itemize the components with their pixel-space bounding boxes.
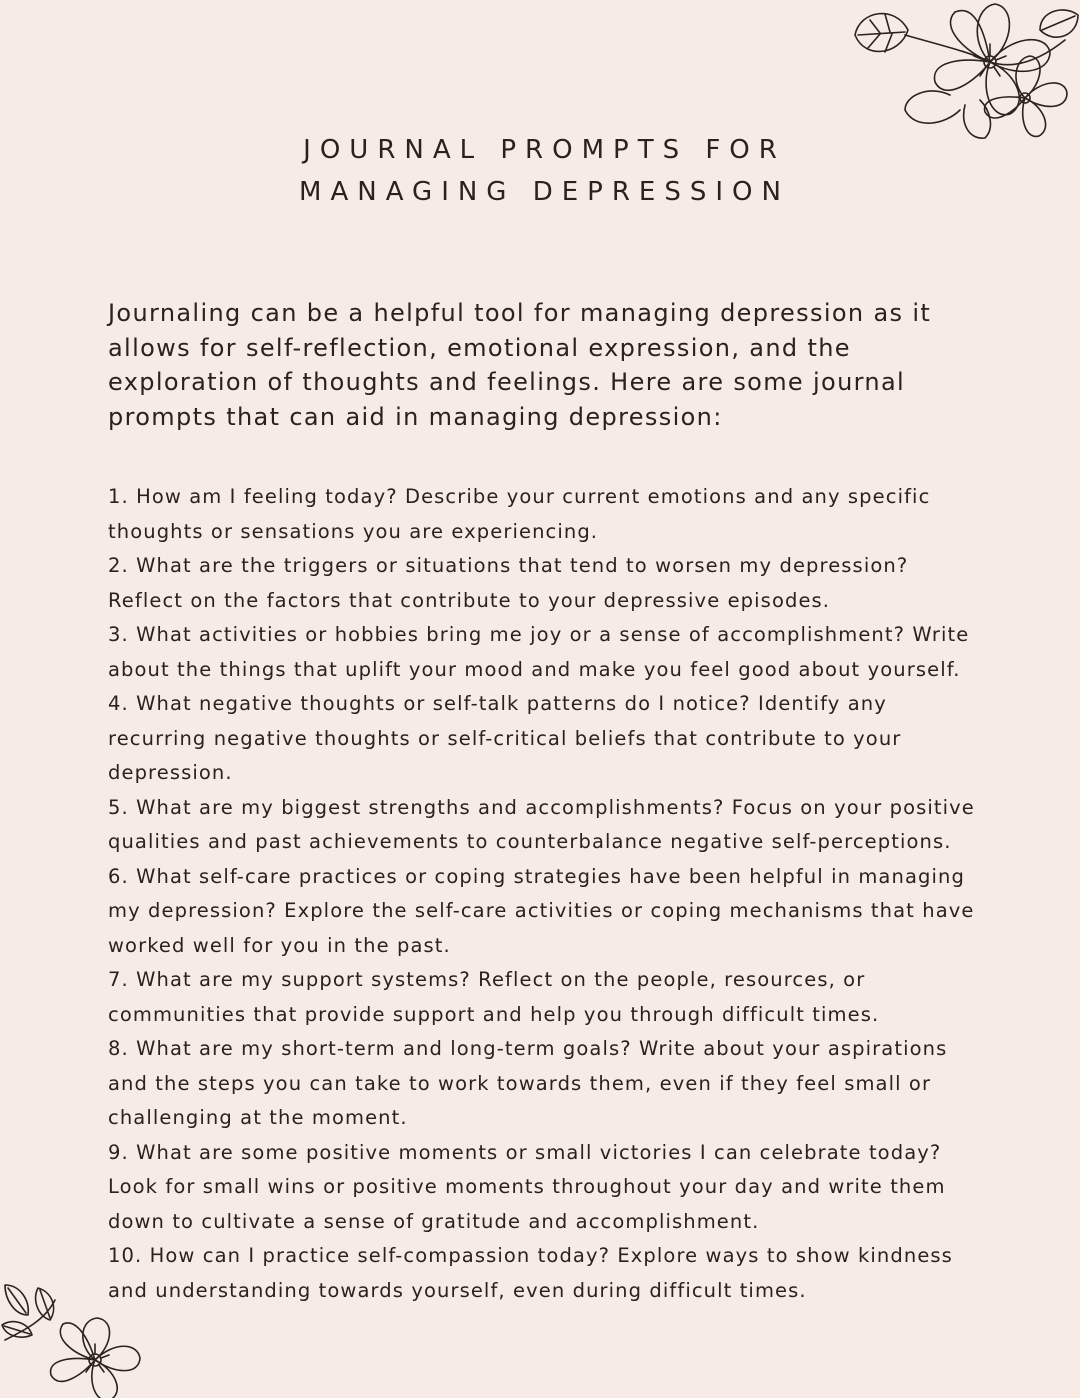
prompt-item-3: 3. What activities or hobbies bring me joy or a sense of accomplishment? Write about the things that uplift your mood and make you feel good about yourself. xyxy=(108,623,970,681)
prompt-item-4: 4. What negative thoughts or self-talk patterns do I notice? Identify any recurring negative thoughts or self-critical beliefs that contribute to your depression. xyxy=(108,692,902,784)
page-title-line-2: MANAGING DEPRESSION xyxy=(299,177,790,208)
prompt-item-9: 9. What are some positive moments or small victories I can celebrate today? Look for small wins or positive moments throughout your day and write them down to cultivate a sense of gratitude and accomplishment. xyxy=(108,1140,946,1233)
prompt-item-5: 5. What are my biggest strengths and accomplishments? Focus on your positive qualities and past achievements to counterbalance negative self-perceptions. xyxy=(108,795,975,853)
prompt-item-6: 6. What self-care practices or coping strategies have been helpful in managing my depression? Explore the self-care activities or coping mechanisms that have worked well for you in the past. xyxy=(108,864,975,957)
prompt-item-10: 10. How can I practice self-compassion today? Explore ways to show kindness and understanding towards yourself, even during difficult times. xyxy=(108,1244,953,1302)
page-title xyxy=(0,129,1080,213)
prompt-item-7: 7. What are my support systems? Reflect on the people, resources, or communities that provide support and help you through difficult times. xyxy=(108,968,880,1026)
prompt-item-2: 2. What are the triggers or situations that tend to worsen my depression? Reflect on the factors that contribute to your depressive episodes. xyxy=(108,554,909,612)
prompt-item-8: 8. What are my short-term and long-term goals? Write about your aspirations and the steps you can take to work towards them, even if they feel small or challenging at the moment. xyxy=(108,1037,948,1129)
floral-decoration-top-right-icon xyxy=(850,0,1080,150)
prompt-item-1: 1. How am I feeling today? Describe your current emotions and any specific thoughts or sensations you are experiencing. xyxy=(108,485,931,543)
prompt-list xyxy=(108,480,988,1308)
intro-paragraph: Journaling can be a helpful tool for managing depression as it allows for self-reflection, emotional expression, and the exploration of thoughts and feelings. Here are some journal prompts that can aid in managing depression: xyxy=(108,299,932,432)
page-title-line-1: JOURNAL PROMPTS FOR xyxy=(303,135,786,166)
